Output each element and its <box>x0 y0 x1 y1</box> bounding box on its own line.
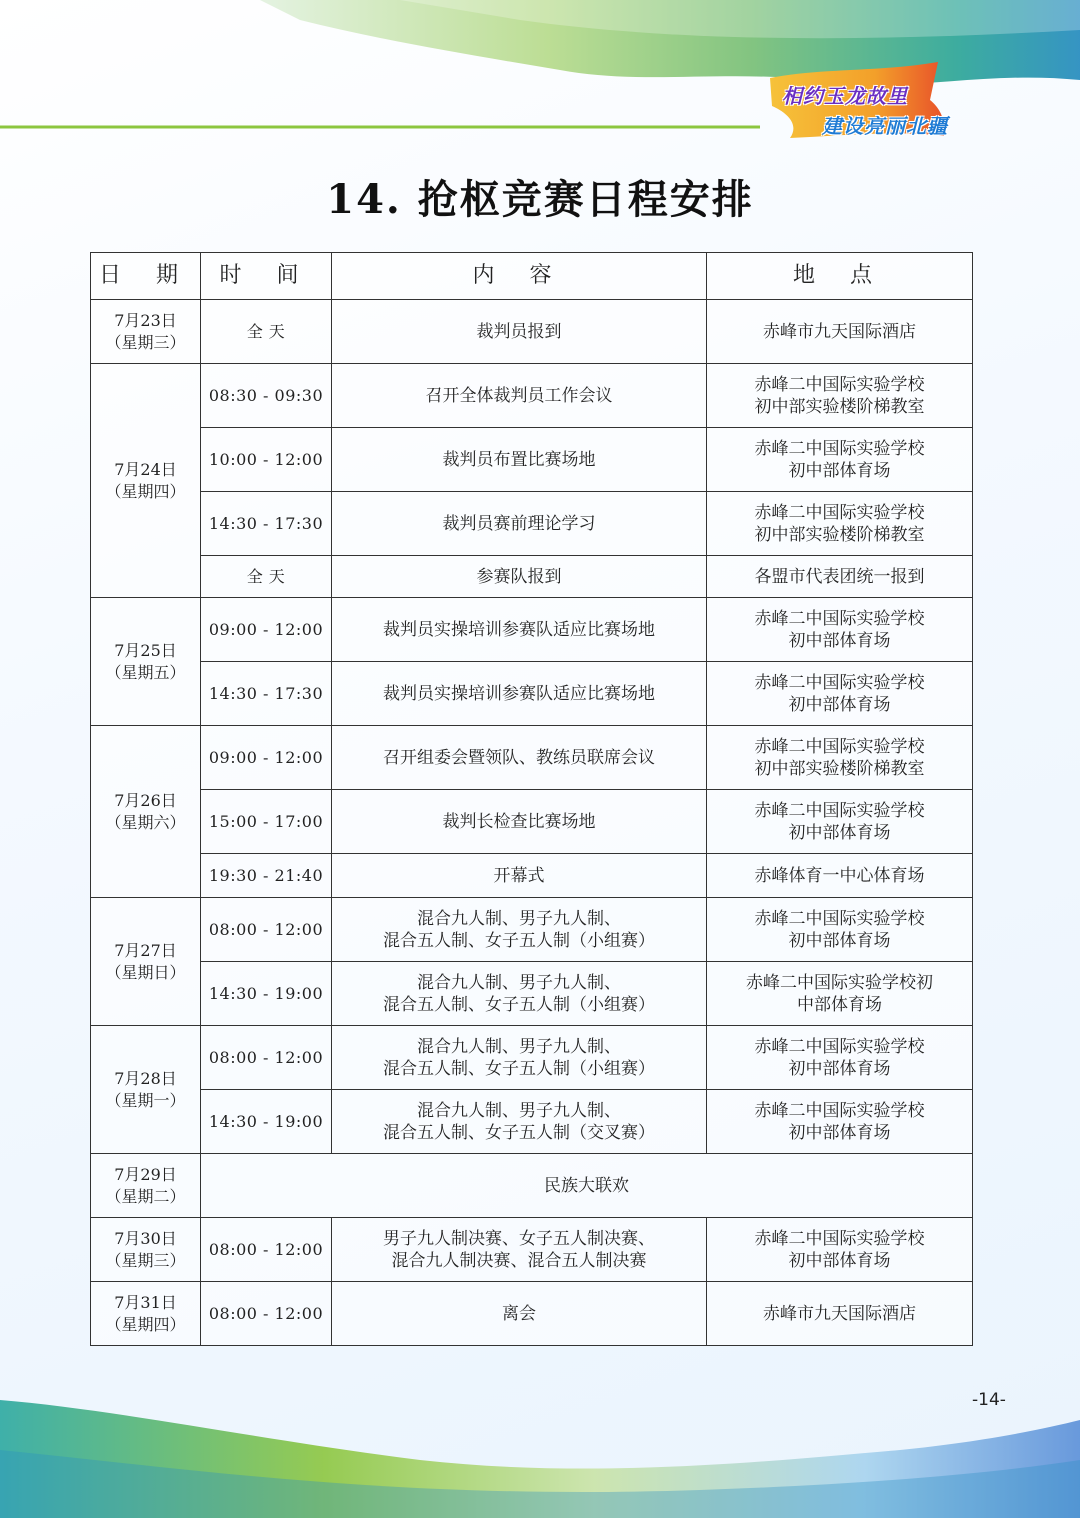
date-cell: 7月25日 （星期五） <box>91 598 201 726</box>
content-cell: 开幕式 <box>332 854 707 898</box>
place-cell: 赤峰二中国际实验学校 初中部实验楼阶梯教室 <box>707 726 973 790</box>
table-row <box>91 300 973 364</box>
time-cell: 14:30 - 17:30 <box>201 662 332 726</box>
header-place: 地 点 <box>707 253 973 300</box>
place-cell: 赤峰二中国际实验学校初 中部体育场 <box>707 962 973 1026</box>
header-date: 日 期 <box>91 253 201 300</box>
content-cell: 裁判长检查比赛场地 <box>332 790 707 854</box>
place-cell: 赤峰体育一中心体育场 <box>707 854 973 898</box>
time-cell: 08:00 - 12:00 <box>201 1282 332 1346</box>
time-cell: 14:30 - 19:00 <box>201 1090 332 1154</box>
date-cell: 7月26日 （星期六） <box>91 726 201 898</box>
content-cell: 混合九人制、男子九人制、 混合五人制、女子五人制（小组赛） <box>332 1026 707 1090</box>
table-row <box>91 1218 973 1282</box>
time-cell: 全 天 <box>201 300 332 364</box>
place-cell: 赤峰市九天国际酒店 <box>707 1282 973 1346</box>
content-cell: 裁判员赛前理论学习 <box>332 492 707 556</box>
place-cell: 赤峰二中国际实验学校 初中部体育场 <box>707 662 973 726</box>
content-cell: 民族大联欢 <box>201 1154 973 1218</box>
header-content: 内 容 <box>332 253 707 300</box>
content-cell: 混合九人制、男子九人制、 混合五人制、女子五人制（小组赛） <box>332 962 707 1026</box>
content-cell: 召开全体裁判员工作会议 <box>332 364 707 428</box>
date-cell: 7月27日 （星期日） <box>91 898 201 1026</box>
schedule-table <box>90 252 973 1346</box>
time-cell: 08:00 - 12:00 <box>201 1026 332 1090</box>
place-cell: 赤峰市九天国际酒店 <box>707 300 973 364</box>
content-cell: 男子九人制决赛、女子五人制决赛、 混合九人制决赛、混合五人制决赛 <box>332 1218 707 1282</box>
table-row <box>91 790 973 854</box>
table-row <box>91 726 973 790</box>
table-row <box>91 662 973 726</box>
table-row <box>91 598 973 662</box>
place-cell: 赤峰二中国际实验学校 初中部体育场 <box>707 1218 973 1282</box>
place-cell: 赤峰二中国际实验学校 初中部实验楼阶梯教室 <box>707 492 973 556</box>
date-cell: 7月30日 （星期三） <box>91 1218 201 1282</box>
time-cell: 08:00 - 12:00 <box>201 898 332 962</box>
place-cell: 赤峰二中国际实验学校 初中部体育场 <box>707 898 973 962</box>
table-row <box>91 1026 973 1090</box>
place-cell: 赤峰二中国际实验学校 初中部体育场 <box>707 790 973 854</box>
place-cell: 赤峰二中国际实验学校 初中部实验楼阶梯教室 <box>707 364 973 428</box>
date-cell: 7月28日 （星期一） <box>91 1026 201 1154</box>
content-cell: 混合九人制、男子九人制、 混合五人制、女子五人制（交叉赛） <box>332 1090 707 1154</box>
content-cell: 参赛队报到 <box>332 556 707 598</box>
time-cell: 08:30 - 09:30 <box>201 364 332 428</box>
table-row <box>91 556 973 598</box>
time-cell: 14:30 - 17:30 <box>201 492 332 556</box>
date-cell: 7月23日 （星期三） <box>91 300 201 364</box>
slogan-line-1: 相约玉龙故里 <box>782 84 908 108</box>
table-row <box>91 1090 973 1154</box>
place-cell: 各盟市代表团统一报到 <box>707 556 973 598</box>
time-cell: 10:00 - 12:00 <box>201 428 332 492</box>
table-row <box>91 492 973 556</box>
content-cell: 召开组委会暨领队、教练员联席会议 <box>332 726 707 790</box>
table-row <box>91 1282 973 1346</box>
slogan-line-2: 建设亮丽北疆 <box>822 114 948 138</box>
table-row <box>91 1154 973 1218</box>
content-cell: 裁判员布置比赛场地 <box>332 428 707 492</box>
header-time: 时 间 <box>201 253 332 300</box>
page-number: -14- <box>972 1390 1006 1410</box>
time-cell: 09:00 - 12:00 <box>201 598 332 662</box>
time-cell: 19:30 - 21:40 <box>201 854 332 898</box>
content-cell: 裁判员报到 <box>332 300 707 364</box>
content-cell: 混合九人制、男子九人制、 混合五人制、女子五人制（小组赛） <box>332 898 707 962</box>
slogan-banner <box>760 60 950 142</box>
time-cell: 全 天 <box>201 556 332 598</box>
place-cell: 赤峰二中国际实验学校 初中部体育场 <box>707 428 973 492</box>
table-row <box>91 898 973 962</box>
place-cell: 赤峰二中国际实验学校 初中部体育场 <box>707 598 973 662</box>
place-cell: 赤峰二中国际实验学校 初中部体育场 <box>707 1090 973 1154</box>
table-row <box>91 364 973 428</box>
content-cell: 裁判员实操培训参赛队适应比赛场地 <box>332 598 707 662</box>
content-cell: 裁判员实操培训参赛队适应比赛场地 <box>332 662 707 726</box>
content-cell: 离会 <box>332 1282 707 1346</box>
place-cell: 赤峰二中国际实验学校 初中部体育场 <box>707 1026 973 1090</box>
time-cell: 09:00 - 12:00 <box>201 726 332 790</box>
time-cell: 08:00 - 12:00 <box>201 1218 332 1282</box>
time-cell: 15:00 - 17:00 <box>201 790 332 854</box>
date-cell: 7月31日 （星期四） <box>91 1282 201 1346</box>
table-row <box>91 428 973 492</box>
page-title: 14. 抢枢竞赛日程安排 <box>326 176 754 223</box>
table-header-row <box>91 253 973 300</box>
table-row <box>91 854 973 898</box>
date-cell: 7月29日 （星期二） <box>91 1154 201 1218</box>
bottom-brush-decoration <box>0 1380 1080 1518</box>
date-cell: 7月24日 （星期四） <box>91 364 201 598</box>
table-row <box>91 962 973 1026</box>
time-cell: 14:30 - 19:00 <box>201 962 332 1026</box>
